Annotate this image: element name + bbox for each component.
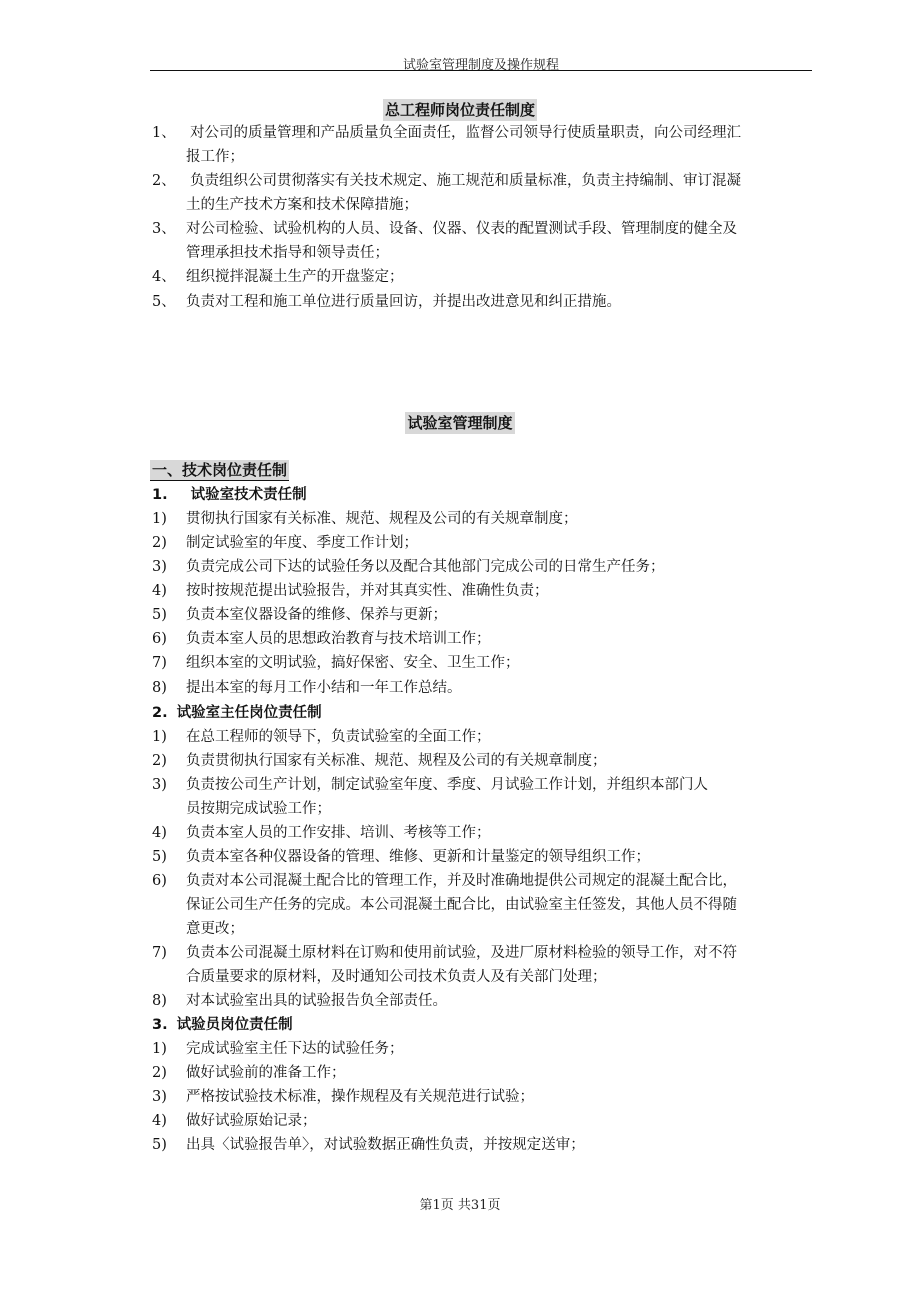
section1-title bbox=[0, 99, 920, 121]
section2-title bbox=[0, 412, 920, 434]
sub3-heading: 3. 试验员岗位责任制 bbox=[152, 1017, 293, 1033]
header-rule bbox=[150, 70, 812, 71]
section2-title-text: 试验室管理制度 bbox=[407, 414, 513, 432]
section2-heading: 一、技术岗位责任制 bbox=[152, 461, 288, 479]
page-footer: 第1页 共31页 bbox=[419, 1198, 501, 1213]
section1-title-text: 总工程师岗位责任制度 bbox=[384, 101, 535, 119]
page-header-title: 试验室管理制度及操作规程 bbox=[402, 58, 559, 73]
sub1-heading: 1. 试验室技术责任制 bbox=[152, 487, 307, 503]
sub2-heading: 2. 试验室主任岗位责任制 bbox=[152, 705, 322, 721]
